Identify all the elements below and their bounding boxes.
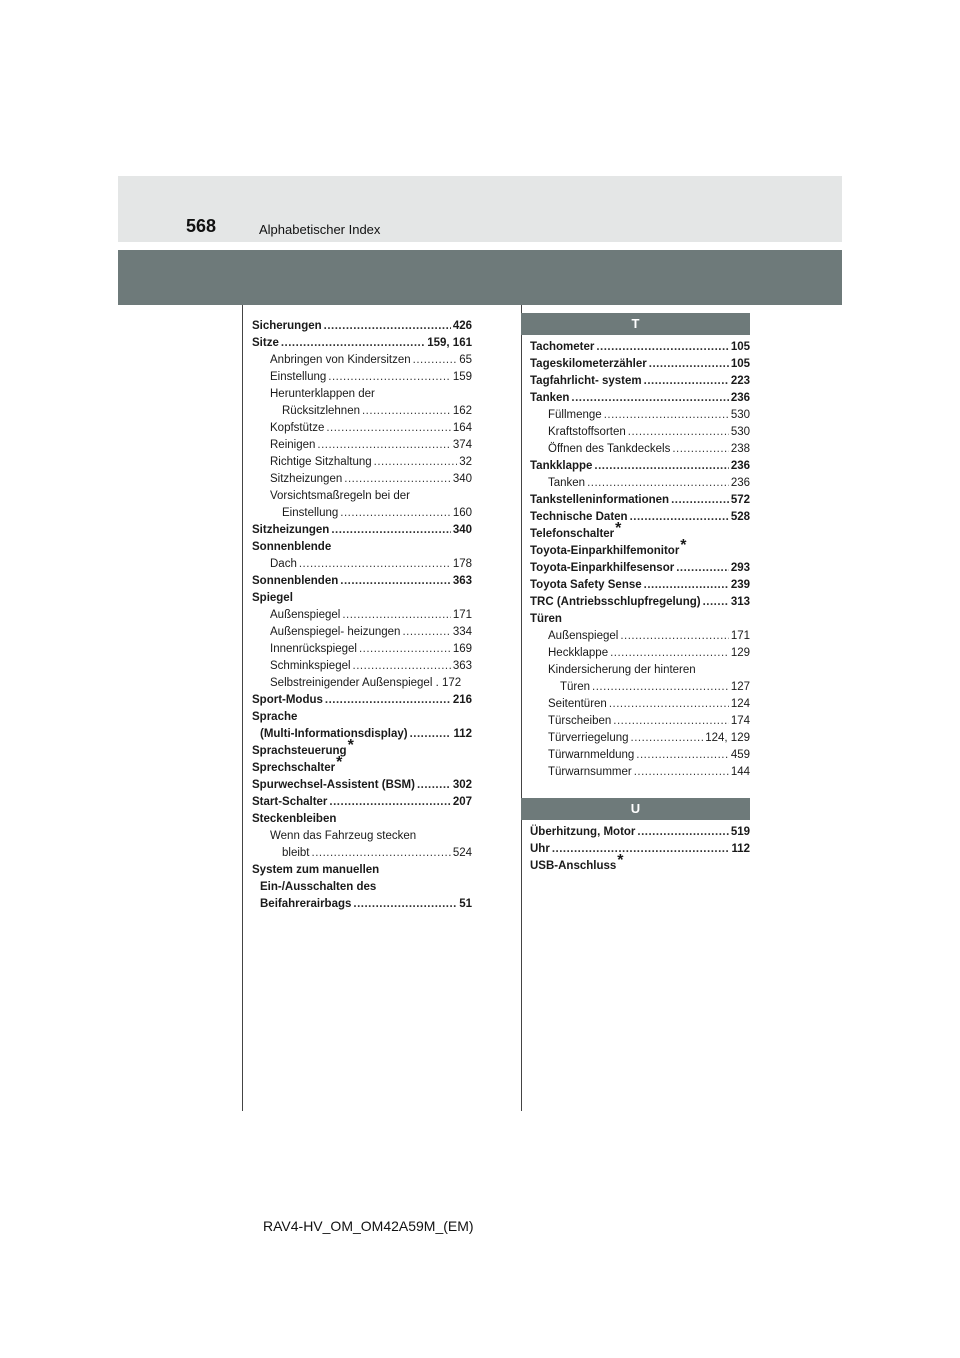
dot-leader — [672, 441, 728, 458]
page-reference: 32 — [459, 456, 472, 468]
index-term: Sprachsteuerung — [252, 745, 347, 757]
index-entry — [252, 488, 472, 505]
dot-leader — [324, 318, 451, 335]
index-entry — [252, 777, 472, 794]
page-reference: 159, 161 — [427, 337, 472, 349]
dot-leader — [571, 390, 728, 407]
index-entry — [252, 386, 472, 403]
dot-leader — [552, 841, 730, 858]
page-reference: 293 — [730, 562, 750, 574]
index-term: Wenn das Fahrzeug stecken — [270, 830, 417, 842]
index-entry — [252, 794, 472, 811]
index-entry — [252, 539, 472, 556]
dot-leader — [413, 352, 458, 369]
page-reference: 363 — [452, 575, 472, 587]
dot-leader — [613, 713, 729, 730]
footnote-star: * — [680, 537, 687, 554]
index-term: Vorsichtsmaßregeln bei der — [270, 490, 410, 502]
index-entry — [530, 730, 750, 747]
index-term: Kopfstütze — [270, 422, 325, 434]
page-reference: 105 — [730, 341, 750, 353]
index-term: Reinigen — [270, 439, 316, 451]
page-reference: 374 — [452, 439, 472, 451]
index-term: Sicherungen — [252, 320, 322, 332]
header-band — [118, 176, 842, 242]
index-entry — [252, 692, 472, 709]
page-reference: 178 — [452, 558, 472, 570]
index-term: Sonnenblenden — [252, 575, 339, 587]
index-entry — [530, 824, 750, 841]
index-entry — [252, 828, 472, 845]
index-entry — [530, 390, 750, 407]
dot-leader — [329, 794, 450, 811]
page-reference: 340 — [452, 473, 472, 485]
page-reference: 174 — [730, 715, 750, 727]
index-term: bleibt — [282, 847, 310, 859]
page-reference: 238 — [730, 443, 750, 455]
page-reference: 171 — [730, 630, 750, 642]
index-entry — [530, 537, 750, 560]
dot-leader — [604, 407, 729, 424]
index-term: Sport-Modus — [252, 694, 323, 706]
dot-leader — [592, 679, 729, 696]
page-reference: 164 — [452, 422, 472, 434]
index-term: Sprechschalter — [252, 762, 336, 774]
index-section-u — [530, 824, 750, 875]
index-term: Dach — [270, 558, 297, 570]
index-term: Sitzheizungen — [252, 524, 330, 536]
page-reference: 144 — [730, 766, 750, 778]
index-term: Ein-/Ausschalten des — [260, 881, 377, 893]
page-reference: 530 — [730, 409, 750, 421]
page-reference: 51 — [459, 898, 472, 910]
index-term: Türwarnsummer — [548, 766, 632, 778]
index-term: Selbstreinigender Außenspiegel . 172 — [270, 677, 462, 689]
page-reference: 524 — [452, 847, 472, 859]
page-reference: 129 — [730, 647, 750, 659]
index-entry — [252, 556, 472, 573]
footnote-star: * — [617, 852, 624, 869]
dot-leader — [340, 505, 451, 522]
index-entry — [530, 679, 750, 696]
dot-leader — [649, 356, 729, 373]
index-entry — [530, 520, 750, 543]
index-term: Außenspiegel — [270, 609, 341, 621]
index-term: (Multi-Informationsdisplay) — [260, 728, 408, 740]
index-term: System zum manuellen — [252, 864, 380, 876]
page-reference: 159 — [452, 371, 472, 383]
dot-leader — [644, 577, 729, 594]
header-bar — [118, 250, 842, 305]
dot-leader — [609, 696, 729, 713]
index-entry — [530, 696, 750, 713]
index-term: Türverriegelung — [548, 732, 629, 744]
dot-leader — [587, 475, 729, 492]
page-reference: 236 — [730, 392, 750, 404]
index-entry — [530, 492, 750, 509]
page-reference: 169 — [452, 643, 472, 655]
index-entry — [252, 403, 472, 420]
dot-leader — [671, 492, 729, 509]
page-reference: 124 — [730, 698, 750, 710]
index-term: Seitentüren — [548, 698, 607, 710]
index-entry — [252, 573, 472, 590]
index-entry — [530, 713, 750, 730]
index-term: Sonnenblende — [252, 541, 332, 553]
page-reference: 112 — [731, 843, 750, 855]
index-term: Herunterklappen der — [270, 388, 375, 400]
index-term: Außenspiegel- heizungen — [270, 626, 401, 638]
page-reference: 162 — [452, 405, 472, 417]
page-reference: 530 — [730, 426, 750, 438]
dot-leader — [353, 896, 457, 913]
index-term: Einstellung — [282, 507, 339, 519]
index-entry — [252, 845, 472, 862]
page-reference: 302 — [452, 779, 472, 791]
page-reference: 216 — [452, 694, 472, 706]
letter-heading-u: U — [521, 798, 750, 820]
index-entry — [530, 424, 750, 441]
index-term: Sitze — [252, 337, 279, 349]
index-term: Öffnen des Tankdeckels — [548, 443, 671, 455]
index-term: Sitzheizungen — [270, 473, 343, 485]
dot-leader — [630, 509, 729, 526]
index-term: Tachometer — [530, 341, 595, 353]
index-term: Innenrückspiegel — [270, 643, 357, 655]
index-entry — [530, 458, 750, 475]
index-entry — [252, 369, 472, 386]
dot-leader — [610, 645, 729, 662]
page-reference: 239 — [730, 579, 750, 591]
index-entry — [530, 339, 750, 356]
dot-leader — [331, 522, 451, 539]
page-reference: 105 — [730, 358, 750, 370]
dot-leader — [325, 692, 451, 709]
dot-leader — [596, 339, 728, 356]
index-entry — [252, 862, 472, 879]
dot-leader — [328, 369, 451, 386]
index-section-t — [530, 339, 750, 781]
index-entry — [530, 645, 750, 662]
index-entry — [252, 754, 472, 777]
index-term: Türen — [530, 613, 562, 625]
index-entry — [252, 726, 472, 743]
page-reference: 223 — [730, 375, 750, 387]
page-reference: 171 — [452, 609, 472, 621]
dot-leader — [644, 373, 729, 390]
index-entry — [252, 607, 472, 624]
dot-leader — [326, 420, 450, 437]
index-term: USB-Anschluss — [530, 860, 617, 872]
index-entry — [252, 454, 472, 471]
right-column-divider — [521, 305, 522, 1111]
dot-leader — [340, 573, 451, 590]
page-number: 568 — [186, 216, 217, 236]
index-term: Telefonschalter — [530, 528, 615, 540]
index-term: Tagfahrlicht- system — [530, 375, 642, 387]
index-term: Spiegel — [252, 592, 293, 604]
index-entry — [530, 475, 750, 492]
index-entry — [252, 318, 472, 335]
index-term: Türwarnmeldung — [548, 749, 635, 761]
dot-leader — [636, 747, 729, 764]
page-reference: 363 — [452, 660, 472, 672]
index-term: Kindersicherung der hinteren — [548, 664, 696, 676]
index-entry — [530, 662, 750, 679]
index-entry — [252, 709, 472, 726]
dot-leader — [620, 628, 728, 645]
index-term: Tanken — [548, 477, 586, 489]
index-entry — [530, 441, 750, 458]
dot-leader — [402, 624, 450, 641]
dot-leader — [299, 556, 451, 573]
page-reference: 160 — [452, 507, 472, 519]
left-column-divider — [242, 305, 243, 1111]
index-term: Einstellung — [270, 371, 327, 383]
letter-heading-t: T — [521, 313, 750, 335]
page-reference: 572 — [730, 494, 750, 506]
dot-leader — [637, 824, 728, 841]
index-entry — [530, 373, 750, 390]
index-term: Uhr — [530, 843, 550, 855]
index-entry — [252, 737, 472, 760]
index-term: Technische Daten — [530, 511, 628, 523]
index-entry — [252, 437, 472, 454]
index-entry — [252, 641, 472, 658]
index-entry — [530, 628, 750, 645]
index-entry — [252, 811, 472, 828]
footnote-star: * — [347, 737, 354, 754]
index-term: Tanken — [530, 392, 570, 404]
index-term: Türscheiben — [548, 715, 612, 727]
index-entry — [252, 522, 472, 539]
page-reference: 313 — [730, 596, 750, 608]
index-term: Heckklappe — [548, 647, 609, 659]
index-term: Toyota Safety Sense — [530, 579, 642, 591]
dot-leader — [362, 403, 451, 420]
index-entry — [530, 841, 750, 858]
page-reference: 426 — [452, 320, 472, 332]
index-term: Steckenbleiben — [252, 813, 337, 825]
index-entry — [252, 879, 472, 896]
index-term: Türen — [560, 681, 591, 693]
page-reference: 207 — [452, 796, 472, 808]
section-title: Alphabetischer Index — [259, 222, 381, 237]
document-code: RAV4-HV_OM_OM42A59M_(EM) — [263, 1218, 474, 1234]
dot-leader — [628, 424, 729, 441]
index-entry — [530, 747, 750, 764]
page-reference: 65 — [459, 354, 472, 366]
dot-leader — [353, 658, 451, 675]
index-term: Tankklappe — [530, 460, 593, 472]
page-reference: 334 — [452, 626, 472, 638]
dot-leader — [676, 560, 729, 577]
index-term: Start-Schalter — [252, 796, 328, 808]
footnote-star: * — [336, 754, 343, 771]
dot-leader — [359, 641, 451, 658]
index-entry — [252, 658, 472, 675]
index-entry — [530, 356, 750, 373]
index-entry — [252, 335, 472, 352]
page-reference: 459 — [730, 749, 750, 761]
footnote-star: * — [615, 520, 622, 537]
index-term: TRC (Antriebsschlupfregelung) — [530, 596, 701, 608]
dot-leader — [342, 607, 450, 624]
index-term: Toyota-Einparkhilfemonitor — [530, 545, 680, 557]
index-entry — [252, 505, 472, 522]
index-entry — [530, 560, 750, 577]
index-entry — [530, 611, 750, 628]
page-reference: 112 — [453, 728, 472, 740]
index-entry — [252, 896, 472, 913]
dot-leader — [631, 730, 704, 747]
index-term: Tankstelleninformationen — [530, 494, 670, 506]
index-term: Außenspiegel — [548, 630, 619, 642]
dot-leader — [317, 437, 450, 454]
dot-leader — [594, 458, 728, 475]
dot-leader — [417, 777, 451, 794]
index-term: Spurwechsel-Assistent (BSM) — [252, 779, 415, 791]
dot-leader — [703, 594, 729, 611]
page-reference: 528 — [730, 511, 750, 523]
index-term: Rücksitzlehnen — [282, 405, 360, 417]
index-entry — [252, 624, 472, 641]
dot-leader — [281, 335, 425, 352]
index-entry — [530, 577, 750, 594]
index-entry — [530, 407, 750, 424]
dot-leader — [410, 726, 452, 743]
page-reference: 236 — [730, 477, 750, 489]
dot-leader — [312, 845, 451, 862]
page-reference: 519 — [730, 826, 750, 838]
index-entry — [252, 471, 472, 488]
dot-leader — [634, 764, 729, 781]
index-term: Tageskilometerzähler — [530, 358, 647, 370]
index-term: Anbringen von Kindersitzen — [270, 354, 411, 366]
index-term: Füllmenge — [548, 409, 602, 421]
index-term: Toyota-Einparkhilfesensor — [530, 562, 675, 574]
index-term: Schminkspiegel — [270, 660, 351, 672]
index-entry — [530, 594, 750, 611]
index-entry — [530, 764, 750, 781]
index-term: Richtige Sitzhaltung — [270, 456, 372, 468]
page-reference: 340 — [452, 524, 472, 536]
page-reference: 127 — [730, 681, 750, 693]
index-term: Überhitzung, Motor — [530, 826, 636, 838]
index-entry — [252, 420, 472, 437]
index-term: Kraftstoffsorten — [548, 426, 626, 438]
index-entry — [530, 509, 750, 526]
index-entry — [252, 590, 472, 607]
index-entry — [252, 675, 472, 692]
page-reference: 236 — [730, 460, 750, 472]
index-entry — [530, 852, 750, 875]
dot-leader — [374, 454, 458, 471]
dot-leader — [344, 471, 451, 488]
index-term: Sprache — [252, 711, 298, 723]
index-term: Beifahrerairbags — [260, 898, 352, 910]
left-index-column — [252, 318, 472, 913]
page-reference: 124, 129 — [705, 732, 750, 744]
index-entry — [252, 352, 472, 369]
